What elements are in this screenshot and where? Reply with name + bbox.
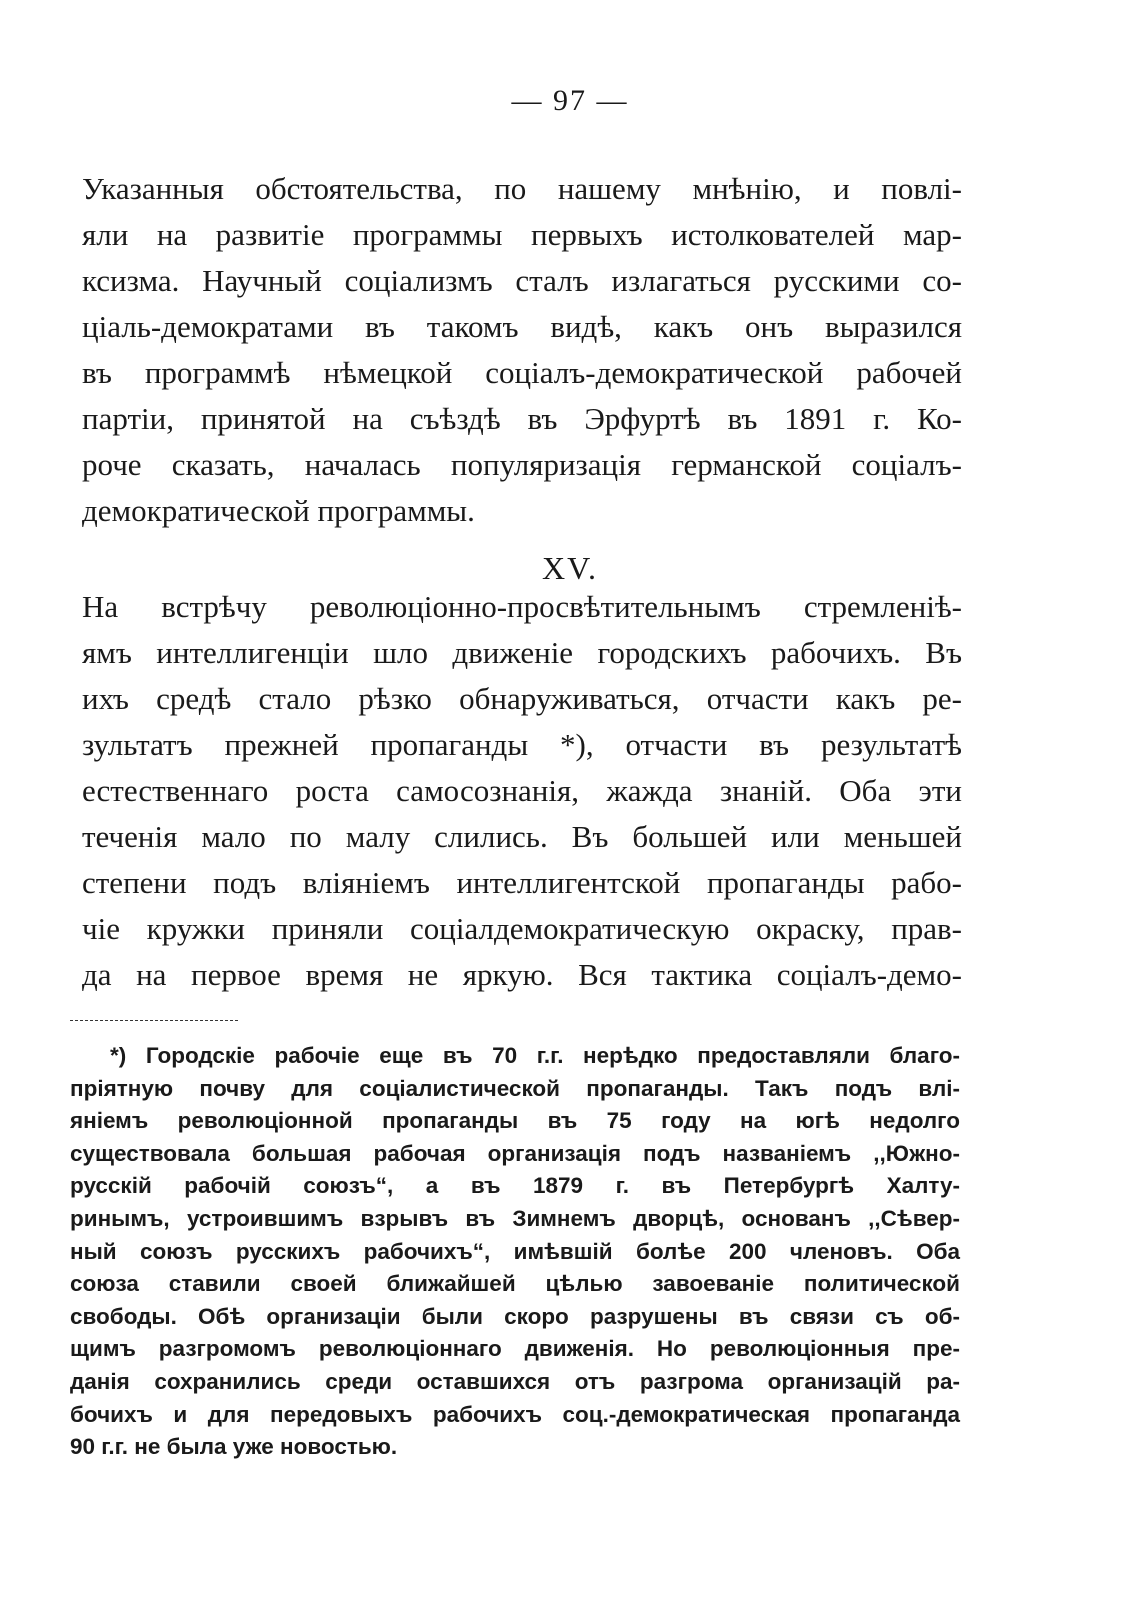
footnote-line: яніемъ революціонной пропаганды въ 75 году на югѣ недолго <box>70 1108 960 1134</box>
text-line: да на первое время не яркую. Вся тактика соціалъ-демо- <box>82 957 962 992</box>
text-line: чіе кружки приняли соціалдемократическую окраску, прав- <box>82 911 962 946</box>
text-line: теченія мало по малу слились. Въ большей или меньшей <box>82 819 962 854</box>
text-line: роче сказать, началась популяризація германской соціалъ- <box>82 447 962 482</box>
footnote <box>70 1040 960 1464</box>
text-line: ксизма. Научный соціализмъ сталъ излагаться русскими со- <box>82 263 962 298</box>
paragraph-2 <box>82 584 962 998</box>
text-line: На встрѣчу революціонно-просвѣтительнымъ стремленіѣ- <box>82 589 962 624</box>
footnote-divider <box>70 1020 238 1021</box>
footnote-line: ринымъ, устроившимъ взрывъ въ Зимнемъ дворцѣ, основанъ ,,Сѣвер- <box>70 1205 960 1231</box>
footnote-line: 90 г.г. не была уже новостью. <box>70 1434 398 1460</box>
footnote-line: пріятную почву для соціалистической пропаганды. Такъ подъ влі- <box>70 1075 960 1101</box>
footnote-line: щимъ разгромомъ революціоннаго движенія. Но революціонныя пре- <box>70 1336 960 1362</box>
footnote-line: существовала большая рабочая организація подъ названіемъ ,,Южно- <box>70 1140 960 1166</box>
text-line: ямъ интеллигенціи шло движеніе городскихъ рабочихъ. Въ <box>82 635 962 670</box>
text-line: ихъ средѣ стало рѣзко обнаруживаться, отчасти какъ ре- <box>82 681 962 716</box>
footnote-line: бочихъ и для передовыхъ рабочихъ соц.-демократическая пропаганда <box>70 1401 960 1427</box>
text-line: Указанныя обстоятельства, по нашему мнѣнію, и повлі- <box>82 171 962 206</box>
footnote-line: данія сохранились среди оставшихся отъ разгрома организацій ра- <box>70 1368 960 1394</box>
text-line: въ программѣ нѣмецкой соціалъ-демократической рабочей <box>82 355 962 390</box>
section-heading: XV. <box>541 550 599 586</box>
footnote-line: *) Городскіе рабочіе еще въ 70 г.г. нерѣдко предоставляли благо- <box>110 1043 960 1068</box>
text-line: степени подъ вліяніемъ интеллигентской пропаганды рабо- <box>82 865 962 900</box>
text-line: ціаль-демократами въ такомъ видѣ, какъ онъ выразился <box>82 309 962 344</box>
footnote-line: ный союзъ русскихъ рабочихъ“, имѣвшій болѣе 200 членовъ. Оба <box>70 1238 960 1264</box>
text-line: яли на развитіе программы первыхъ истолкователей мар- <box>82 217 962 252</box>
footnote-line: свободы. Обѣ организаціи были скоро разрушены въ связи съ об- <box>70 1303 960 1329</box>
text-line: партіи, принятой на съѣздѣ въ Эрфуртѣ въ 1891 г. Ко- <box>82 401 962 436</box>
footnote-line: русскій рабочій союзъ“, а въ 1879 г. въ Петербургѣ Халту- <box>70 1173 960 1199</box>
paragraph-1 <box>82 166 962 534</box>
text-line: естественнаго роста самосознанія, жажда знаній. Оба эти <box>82 773 962 808</box>
text-line: зультатъ прежней пропаганды *), отчасти въ результатѣ <box>82 727 962 762</box>
text-line: демократической программы. <box>82 493 475 528</box>
page-number: — 97 — <box>511 84 629 117</box>
footnote-line: союза ставили своей ближайшей цѣлью завоеваніе политической <box>70 1271 960 1297</box>
